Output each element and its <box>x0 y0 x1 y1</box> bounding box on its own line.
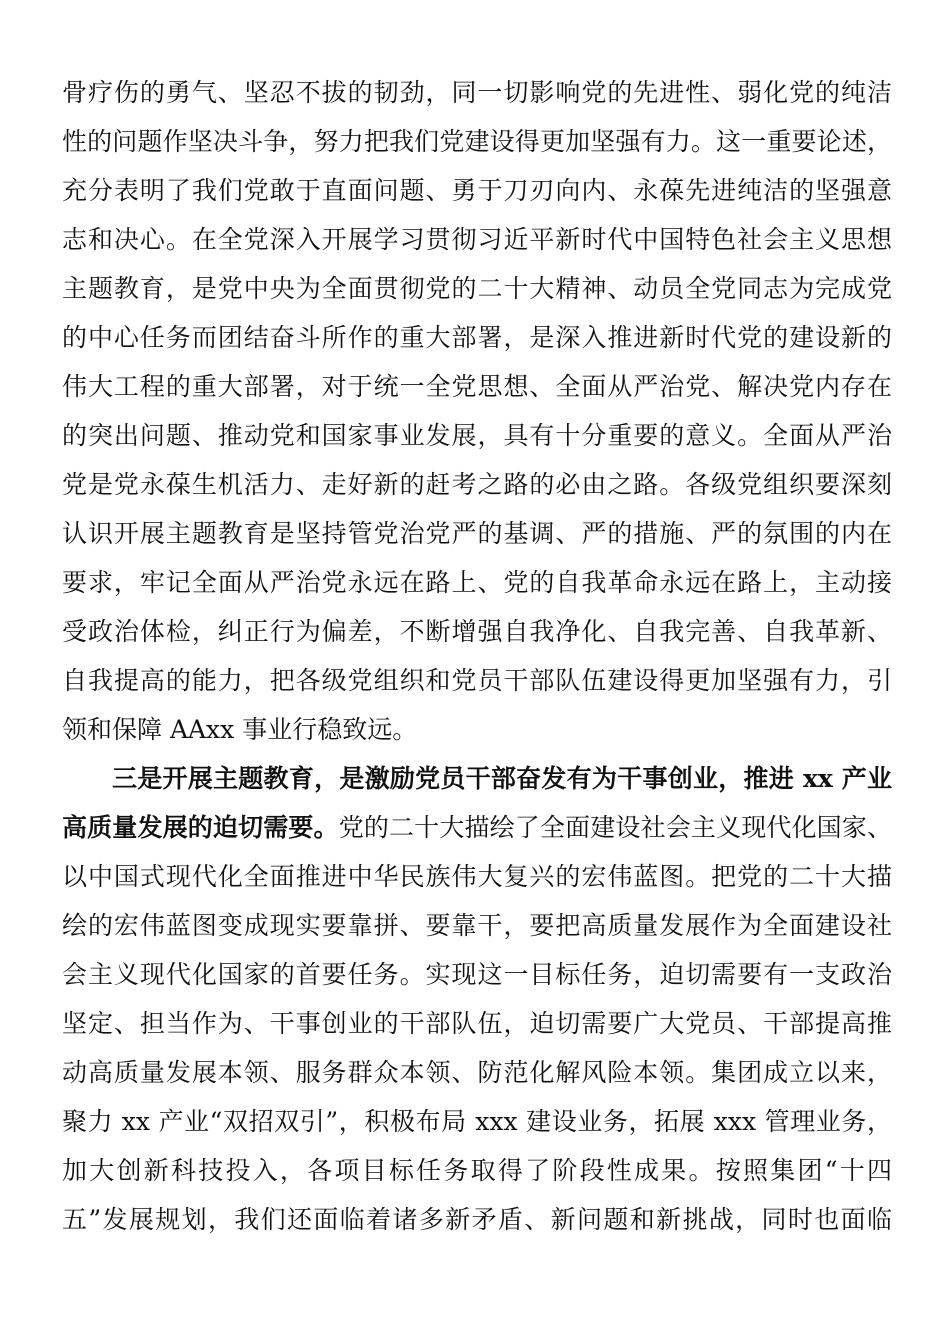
text-line: 认识开展主题教育是坚持管党治党严的基调、严的措施、严的氛围的内在 <box>62 519 892 548</box>
text-line: 伟大工程的重大部署，对于统一全党思想、全面从严治党、解决党内存在 <box>62 372 892 401</box>
text-line: 的突出问题、推动党和国家事业发展，具有十分重要的意义。全面从严治 <box>62 421 892 450</box>
paragraph-1 <box>62 68 892 754</box>
text-line: 的中心任务而团结奋斗所作的重大部署，是深入推进新时代党的建设新的 <box>62 323 892 352</box>
text-line: 志和决心。在全党深入开展学习贯彻习近平新时代中国特色社会主义思想 <box>62 225 892 254</box>
text-line: 动高质量发展本领、服务群众本领、防范化解风险本领。集团成立以来， <box>62 1058 892 1087</box>
text-line: 主题教育，是党中央为全面贯彻党的二十大精神、动员全党同志为完成党 <box>62 274 892 303</box>
text-line: 自我提高的能力，把各级党组织和党员干部队伍建设得更加坚强有力，引 <box>62 666 892 695</box>
text-line: 会主义现代化国家的首要任务。实现这一目标任务，迫切需要有一支政治 <box>62 960 892 989</box>
text-line: 坚定、担当作为、干事创业的干部队伍，迫切需要广大党员、干部提高推 <box>62 1009 892 1038</box>
text-line: 五”发展规划，我们还面临着诸多新矛盾、新问题和新挑战，同时也面临 <box>62 1205 892 1234</box>
text-line: 以中国式现代化全面推进中华民族伟大复兴的宏伟蓝图。把党的二十大描 <box>62 862 892 891</box>
text-line: 领和保障 AAxx 事业行稳致远。 <box>62 715 418 744</box>
text-line: 要求，牢记全面从严治党永远在路上、党的自我革命永远在路上，主动接 <box>62 568 892 597</box>
text-line: 性的问题作坚决斗争，努力把我们党建设得更加坚强有力。这一重要论述， <box>62 127 892 156</box>
text-line <box>62 803 892 852</box>
paragraph-2 <box>62 754 892 1244</box>
text-line: 受政治体检，纠正行为偏差，不断增强自我净化、自我完善、自我革新、 <box>62 617 892 646</box>
section-heading-line: 三是开展主题教育，是激励党员干部奋发有为干事创业，推进 xx 产业 <box>112 764 892 793</box>
text-line: 骨疗伤的勇气、坚忍不拔的韧劲，同一切影响党的先进性、弱化党的纯洁 <box>62 78 892 107</box>
text-span: 党的二十大描绘了全面建设社会主义现代化国家、 <box>338 813 892 842</box>
text-line: 充分表明了我们党敢于直面问题、勇于刀刃向内、永葆先进纯洁的坚强意 <box>62 176 892 205</box>
text-line: 聚力 xx 产业“双招双引”，积极布局 xxx 建设业务，拓展 xxx 管理业务， <box>62 1107 892 1136</box>
text-line: 绘的宏伟蓝图变成现实要靠拼、要靠干，要把高质量发展作为全面建设社 <box>62 911 892 940</box>
text-line: 加大创新科技投入，各项目标任务取得了阶段性成果。按照集团“十四 <box>62 1156 892 1185</box>
section-heading-end: 高质量发展的迫切需要。 <box>62 813 339 842</box>
text-line: 党是党永葆生机活力、走好新的赶考之路的必由之路。各级党组织要深刻 <box>62 470 892 499</box>
document-body <box>62 68 892 1244</box>
